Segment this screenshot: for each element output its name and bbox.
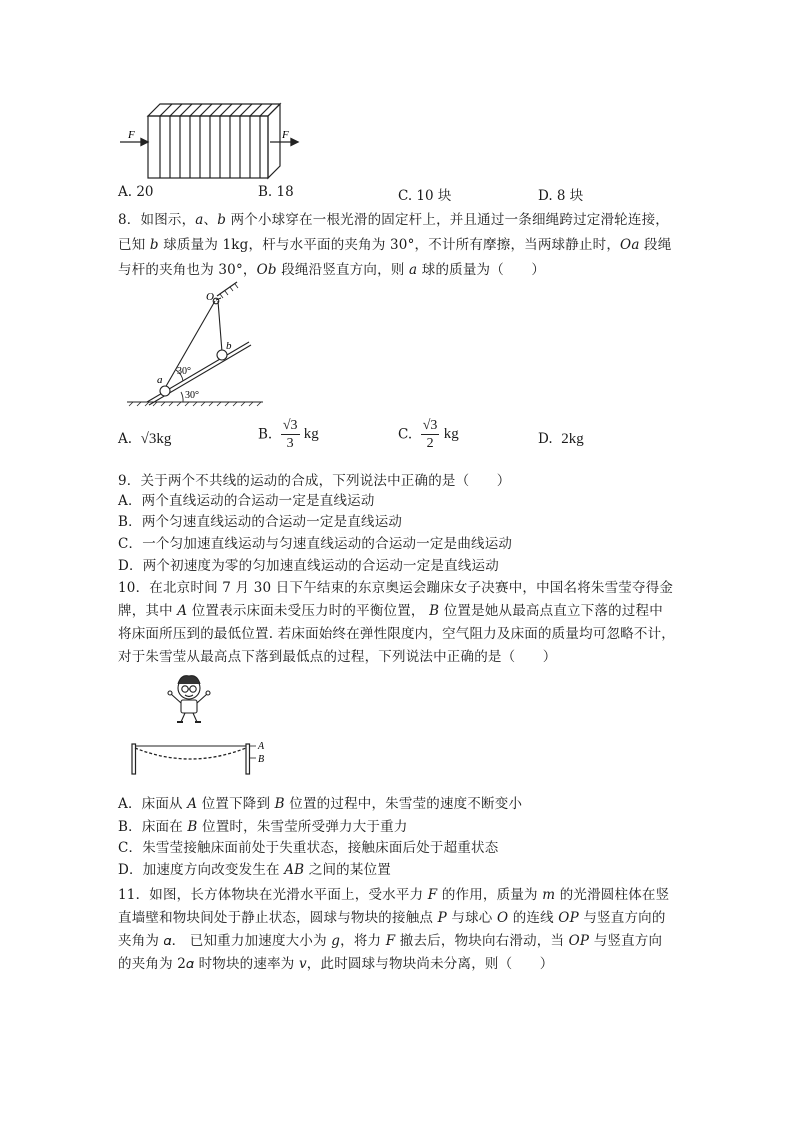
q8-option-a: A. √3kg <box>118 431 172 447</box>
q8-option-c: C. $\frac{√3}{2}$ kg <box>398 418 459 451</box>
q8-option-b: B. $\frac{√3}{3}$ kg <box>258 418 319 451</box>
q9-stem: 9．关于两个不共线的运动的合成，下列说法中正确的是（ ） <box>118 473 511 489</box>
q8-label-O: O <box>206 291 214 303</box>
q11-text-line-3: 夹角为 𝛼． 已知重力加速度大小为 𝑔，将力 𝐹 撤去后，物块向右滑动，当 𝑂𝑃 与竖直方向 <box>118 933 663 949</box>
q7-option-c: C. 10 块 <box>398 188 452 204</box>
q11-text-line-2: 直墙壁和物块间处于静止状态，圆球与物块的接触点 𝑃 与球心 𝑂 的连线 𝑂𝑃 与竖直方向的 <box>118 910 666 926</box>
q11-text-line-1: 11．如图，长方体物块在光滑水平面上，受水平力 𝐹 的作用，质量为 𝑚 的光滑圆柱体在竖 <box>118 887 670 903</box>
q10-text-line-1: 10．在北京时间 7 月 30 日下午结束的东京奥运会蹦床女子决赛中，中国名将朱雪莹夺得金 <box>118 580 674 596</box>
q10-option-d: D．加速度方向改变发生在 𝐴𝐵 之间的某位置 <box>118 862 391 878</box>
q9-option-a: A．两个直线运动的合运动一定是直线运动 <box>118 493 375 509</box>
q8-pulley-figure <box>125 284 265 410</box>
q7-option-b: B. 18 <box>258 184 294 200</box>
q7-option-a: A. 20 <box>118 184 154 200</box>
trampoline <box>132 744 256 774</box>
q9-option-d: D．两个初速度为零的匀加速直线运动的合运动一定是直线运动 <box>118 558 499 574</box>
q10-option-a: A．床面从 𝐴 位置下降到 𝐵 位置的过程中，朱雪莹的速度不断变小 <box>118 796 523 812</box>
q8-text-line-2: 已知 𝑏 球质量为 1kg，杆与水平面的夹角为 30°，不计所有摩擦，当两球静止时，𝑂𝑎 段绳 <box>118 237 672 253</box>
force-right-label: F <box>282 129 289 141</box>
q8-option-d: D. 2kg <box>538 431 584 447</box>
q10-label-B: B <box>258 754 265 765</box>
q8-angle-ground: 30° <box>185 390 199 401</box>
child-drawing <box>168 676 210 722</box>
q7-blocks-figure <box>118 98 298 182</box>
q10-option-c: C．朱雪莹接触床面前处于失重状态，接触床面后处于超重状态 <box>118 840 499 856</box>
q10-option-b: B．床面在 𝐵 位置时，朱雪莹所受弹力大于重力 <box>118 819 408 835</box>
q10-text-line-3: 将床面所压到的最低位置. 若床面始终在弹性限度内，空气阻力及床面的质量均可忽略不计， <box>118 626 675 642</box>
q9-option-b: B．两个匀速直线运动的合运动一定是直线运动 <box>118 514 403 530</box>
q7-option-d: D. 8 块 <box>538 188 584 204</box>
q8-text-line-1: 8．如图示，𝑎、𝑏 两个小球穿在一根光滑的固定杆上，并且通过一条细绳跨过定滑轮连接， <box>118 212 669 228</box>
q8-text-line-3: 与杆的夹角也为 30°，𝑂𝑏 段绳沿竖直方向，则 𝑎 球的质量为（ ） <box>118 262 546 278</box>
q11-text-line-4: 的夹角为 2𝛼 时物块的速率为 𝑣，此时圆球与物块尚未分离，则（ ） <box>118 956 554 972</box>
q10-text-line-4: 对于朱雪莹从最高点下落到最低点的过程，下列说法中正确的是（ ） <box>118 649 557 665</box>
q10-label-A: A <box>258 741 265 752</box>
force-left-label: F <box>128 129 135 141</box>
blocks-stack <box>148 104 280 178</box>
q8-angle-rope: 30° <box>177 366 191 377</box>
q10-text-line-2: 牌，其中 𝐴 位置表示床面未受压力时的平衡位置， 𝐵 位置是她从最高点直立下落的过程中 <box>118 603 663 619</box>
q10-trampoline-figure <box>125 672 275 784</box>
q9-option-c: C．一个匀加速直线运动与匀速直线运动的合运动一定是曲线运动 <box>118 536 513 552</box>
q8-label-a: a <box>157 374 163 386</box>
q8-label-b: b <box>226 340 232 352</box>
